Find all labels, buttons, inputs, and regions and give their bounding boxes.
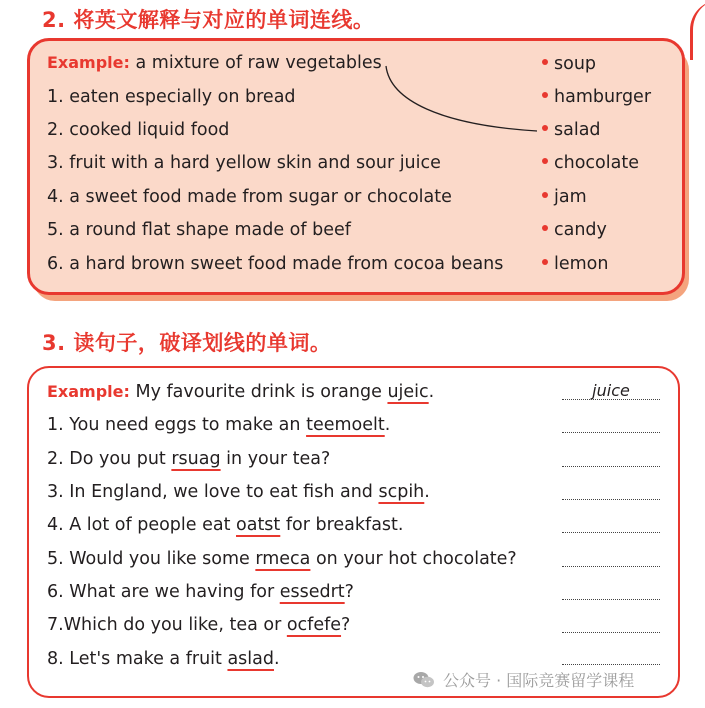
answer-line-2[interactable]	[562, 466, 660, 467]
sentence-3: 3. In England, we love to eat fish and scpih.	[47, 482, 430, 502]
sentence-4: 4. A lot of people eat oatst for breakfast.	[47, 515, 404, 535]
definition-2: 2. cooked liquid food	[47, 120, 230, 140]
answer-line-4[interactable]	[562, 532, 660, 533]
answer-line-1[interactable]	[562, 432, 660, 433]
answer-line-3[interactable]	[562, 499, 660, 500]
word-option-1[interactable]: soup	[542, 53, 596, 75]
answer-line-7[interactable]	[562, 632, 660, 633]
definition-1: 1. eaten especially on bread	[47, 87, 296, 107]
watermark: 公众号 · 国际竞赛留学课程	[413, 668, 634, 691]
word-option-6[interactable]: candy	[542, 219, 607, 241]
answer-line-example[interactable]	[562, 399, 660, 400]
answer-line-6[interactable]	[562, 599, 660, 600]
scrambled-word: essedrt	[279, 582, 345, 602]
scrambled-word: scpih	[378, 482, 425, 502]
definition-4: 4. a sweet food made from sugar or chocolate	[47, 187, 452, 207]
definition-5: 5. a round flat shape made of beef	[47, 220, 351, 240]
sentence-8: 8. Let's make a fruit aslad.	[47, 649, 280, 669]
scrambled-word: oatst	[236, 515, 281, 535]
sentence-6: 6. What are we having for essedrt?	[47, 582, 354, 602]
definition-6: 6. a hard brown sweet food made from cocoa beans	[47, 254, 504, 274]
sentence-5: 5. Would you like some rmeca on your hot chocolate?	[47, 549, 517, 569]
section-3-example: Example: My favourite drink is orange ujeic.	[47, 382, 435, 402]
word-option-5[interactable]: jam	[542, 186, 587, 208]
wechat-icon	[413, 671, 435, 689]
scrambled-word: rsuag	[171, 449, 221, 469]
sentence-7: 7.Which do you like, tea or ocfefe?	[47, 615, 351, 635]
scrambled-word: aslad	[227, 649, 274, 669]
section-3-heading: 3. 读句子，破译划线的单词。	[42, 331, 332, 355]
example-answer: juice	[592, 381, 630, 400]
definition-3: 3. fruit with a hard yellow skin and sour juice	[47, 153, 441, 173]
sentence-1: 1. You need eggs to make an teemoelt.	[47, 415, 391, 435]
word-option-7[interactable]: lemon	[542, 253, 608, 275]
sentence-2: 2. Do you put rsuag in your tea?	[47, 449, 331, 469]
word-option-4[interactable]: chocolate	[542, 152, 639, 174]
scrambled-word: ujeic	[387, 382, 429, 402]
scrambled-word: rmeca	[255, 549, 311, 569]
answer-line-8[interactable]	[562, 664, 660, 665]
answer-line-5[interactable]	[562, 566, 660, 567]
scrambled-word: teemoelt	[306, 415, 385, 435]
example-label: Example:	[47, 53, 130, 72]
word-option-2[interactable]: hamburger	[542, 86, 651, 108]
example-definition: a mixture of raw vegetables	[135, 53, 382, 73]
scrambled-word: ocfefe	[286, 615, 342, 635]
word-option-3[interactable]: salad	[542, 119, 601, 141]
example-label: Example:	[47, 382, 130, 401]
section-2-heading: 2. 将英文解释与对应的单词连线。	[42, 8, 375, 32]
